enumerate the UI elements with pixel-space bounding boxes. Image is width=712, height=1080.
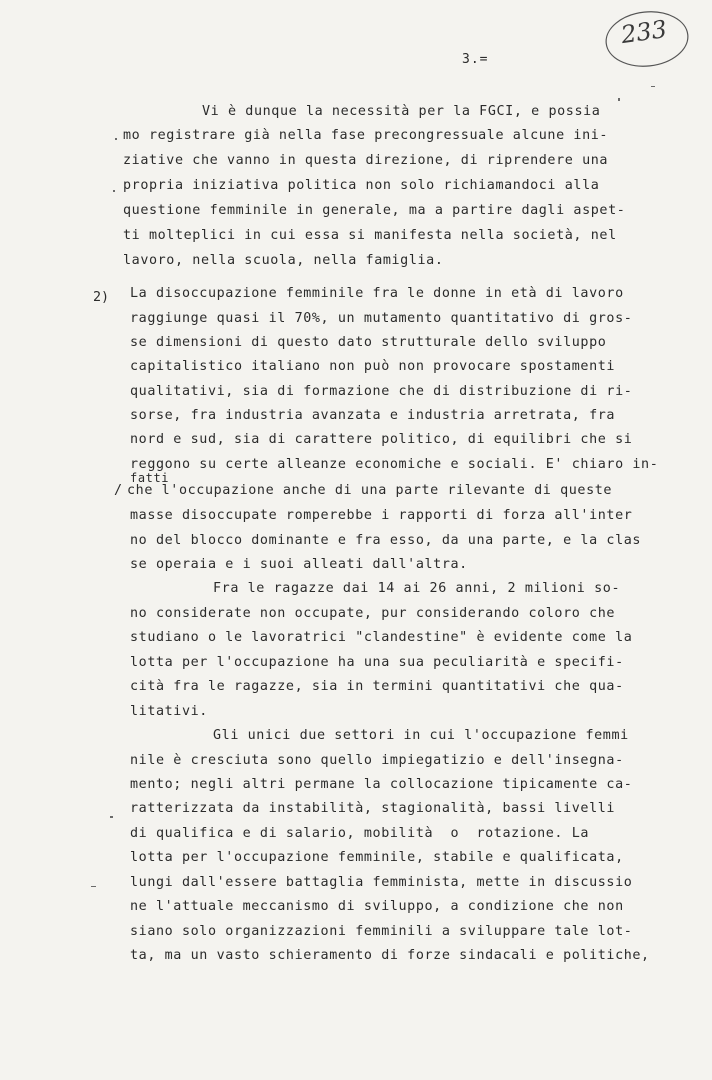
text-line: di qualifica e di salario, mobilità o rotazione. La	[130, 826, 590, 841]
text-line: che l'occupazione anche di una parte rilevante di queste	[127, 483, 613, 498]
text-line: La disoccupazione femminile fra le donne in età di lavoro	[130, 286, 624, 301]
archive-number: 233	[619, 14, 669, 50]
margin-speck	[651, 86, 655, 87]
text-line: no considerate non occupate, pur considerando coloro che	[130, 606, 616, 621]
text-line: questione femminile in generale, ma a partire dagli aspet-	[123, 203, 626, 218]
text-line: Fra le ragazze dai 14 ai 26 anni, 2 milioni so-	[213, 581, 621, 596]
margin-speck	[115, 138, 117, 140]
text-line: propria iniziativa politica non solo richiamandoci alla	[123, 178, 600, 193]
text-line: sorse, fra industria avanzata e industria arretrata, fra	[130, 408, 616, 423]
text-line: lungi dall'essere battaglia femminista, mette in discussio	[130, 875, 633, 890]
text-line: ti molteplici in cui essa si manifesta nella società, nel	[123, 228, 617, 243]
text-line: lotta per l'occupazione femminile, stabile e qualificata,	[130, 850, 624, 865]
text-line: siano solo organizzazioni femminili a sviluppare tale lot-	[130, 924, 633, 939]
text-line: no del blocco dominante e fra esso, da una parte, e la clas	[130, 533, 642, 548]
text-line: se dimensioni di questo dato strutturale dello sviluppo	[130, 335, 607, 350]
text-line: ta, ma un vasto schieramento di forze sindacali e politiche,	[130, 948, 650, 963]
text-line: Vi è dunque la necessità per la FGCI, e possia	[202, 104, 601, 119]
text-line: mento; negli altri permane la collocazione tipicamente ca-	[130, 777, 633, 792]
text-line: litativi.	[130, 704, 208, 719]
margin-speck	[113, 190, 115, 192]
text-line: lavoro, nella scuola, nella famiglia.	[123, 253, 444, 268]
text-line: mo registrare già nella fase precongressuale alcune ini-	[123, 128, 609, 143]
margin-speck	[618, 98, 620, 101]
text-line: studiano o le lavoratrici "clandestine" è evidente come la	[130, 630, 633, 645]
line-marker: /	[114, 483, 123, 498]
text-line: ziative che vanno in questa direzione, di riprendere una	[123, 153, 609, 168]
text-line: lotta per l'occupazione ha una sua peculiarità e specifi-	[130, 655, 624, 670]
text-line: qualitativi, sia di formazione che di distribuzione di ri-	[130, 384, 633, 399]
text-line: reggono su certe alleanze economiche e sociali. E' chiaro in-	[130, 457, 659, 472]
page-number: 3.=	[462, 52, 489, 67]
text-line: raggiunge quasi il 70%, un mutamento quantitativo di gros-	[130, 311, 633, 326]
text-line-insertion: fatti	[130, 471, 170, 485]
text-line: ratterizzata da instabilità, stagionalità, bassi livelli	[130, 801, 616, 816]
text-line: nile è cresciuta sono quello impiegatizio e dell'insegna-	[130, 753, 624, 768]
text-line: ne l'attuale meccanismo di sviluppo, a condizione che non	[130, 899, 624, 914]
margin-speck	[91, 886, 96, 887]
section-marker: 2)	[93, 290, 110, 305]
text-line: masse disoccupate romperebbe i rapporti di forza all'inter	[130, 508, 633, 523]
margin-speck	[110, 816, 113, 818]
text-line: capitalistico italiano non può non provocare spostamenti	[130, 359, 616, 374]
text-line: Gli unici due settori in cui l'occupazione femmi	[213, 728, 629, 743]
text-line: se operaia e i suoi alleati dall'altra.	[130, 557, 468, 572]
text-line: cità fra le ragazze, sia in termini quantitativi che qua-	[130, 679, 624, 694]
text-line: nord e sud, sia di carattere politico, di equilibri che si	[130, 432, 633, 447]
